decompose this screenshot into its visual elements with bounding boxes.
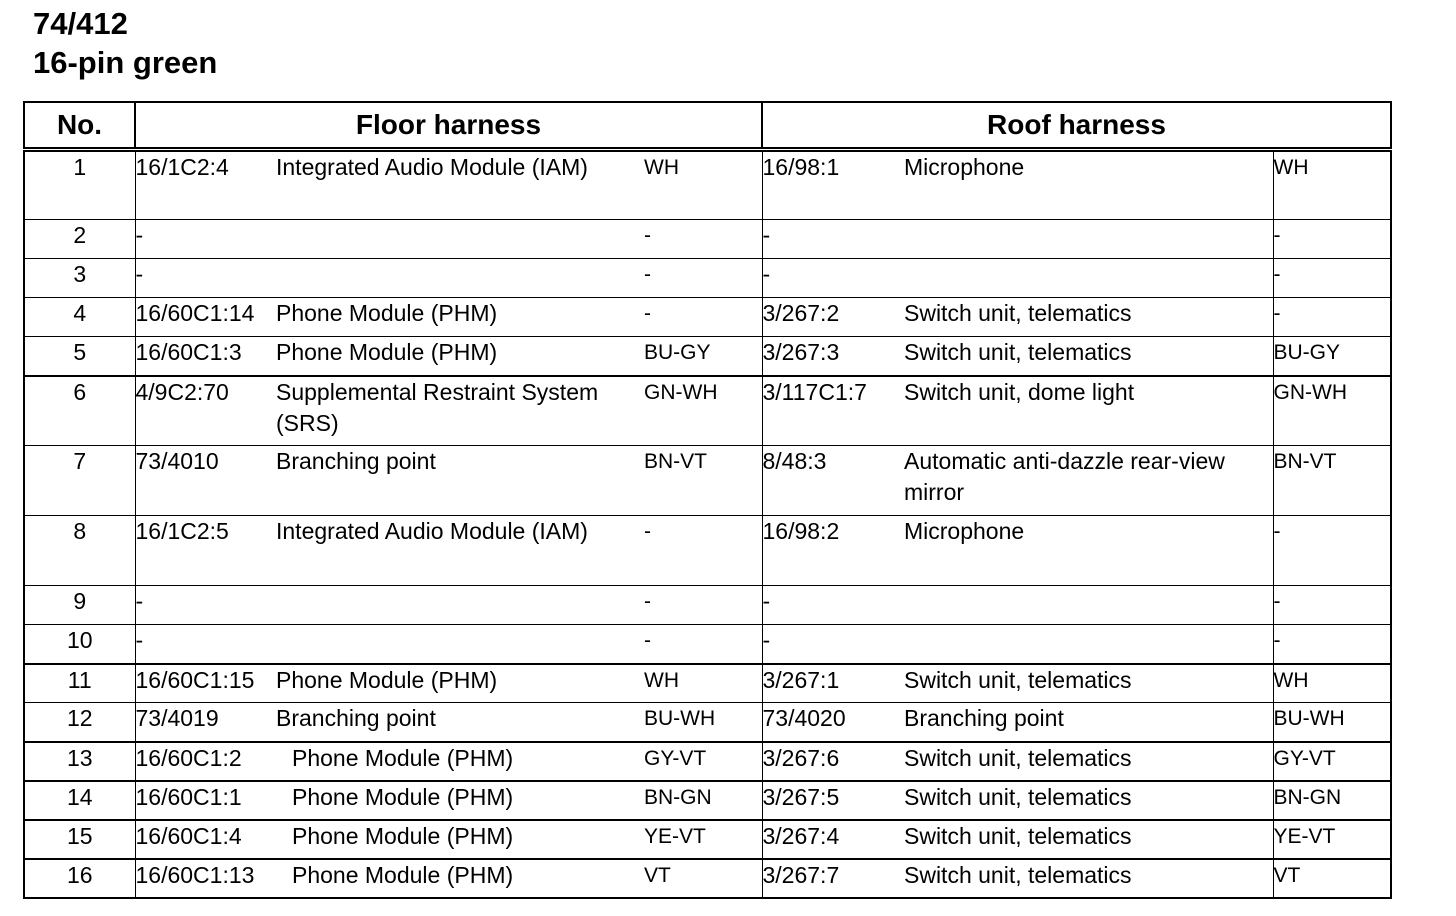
floor-wire-color: GY-VT bbox=[644, 742, 762, 781]
floor-connector-code: - bbox=[135, 220, 276, 259]
roof-component: Switch unit, telematics bbox=[904, 664, 1273, 703]
table-row bbox=[24, 781, 1391, 820]
floor-wire-color: - bbox=[644, 586, 762, 625]
floor-wire-color: BN-GN bbox=[644, 781, 762, 820]
table-row bbox=[24, 703, 1391, 742]
roof-connector-code: 3/267:2 bbox=[762, 298, 904, 337]
connector-description: 16-pin green bbox=[33, 45, 218, 80]
roof-component: Switch unit, telematics bbox=[904, 337, 1273, 376]
pin-number: 2 bbox=[24, 220, 135, 259]
roof-component: Switch unit, telematics bbox=[904, 820, 1273, 859]
table-row bbox=[24, 516, 1391, 586]
table-row bbox=[24, 586, 1391, 625]
pin-number: 16 bbox=[24, 859, 135, 898]
table-row bbox=[24, 220, 1391, 259]
roof-wire-color: BU-GY bbox=[1273, 337, 1391, 376]
floor-wire-color: - bbox=[644, 259, 762, 298]
roof-component: Microphone bbox=[904, 150, 1273, 220]
floor-component: Supplemental Restraint System (SRS) bbox=[276, 376, 644, 446]
roof-component: Switch unit, dome light bbox=[904, 376, 1273, 446]
roof-wire-color: VT bbox=[1273, 859, 1391, 898]
floor-connector-code: 4/9C2:70 bbox=[135, 376, 276, 446]
floor-wire-color: BU-GY bbox=[644, 337, 762, 376]
floor-wire-color: VT bbox=[644, 859, 762, 898]
floor-wire-color: WH bbox=[644, 664, 762, 703]
pin-number: 8 bbox=[24, 516, 135, 586]
roof-wire-color: GY-VT bbox=[1273, 742, 1391, 781]
floor-connector-code: 73/4019 bbox=[135, 703, 276, 742]
floor-component: Phone Module (PHM) bbox=[276, 664, 644, 703]
pin-number: 13 bbox=[24, 742, 135, 781]
pin-number: 14 bbox=[24, 781, 135, 820]
floor-component: Branching point bbox=[276, 446, 644, 516]
floor-component: Integrated Audio Module (IAM) bbox=[276, 150, 644, 220]
roof-component: Switch unit, telematics bbox=[904, 781, 1273, 820]
floor-wire-color: - bbox=[644, 516, 762, 586]
roof-connector-code: 3/267:6 bbox=[762, 742, 904, 781]
floor-connector-code: 16/60C1:4 bbox=[135, 820, 276, 859]
floor-connector-code: 16/60C1:2 bbox=[135, 742, 276, 781]
floor-wire-color: WH bbox=[644, 150, 762, 220]
roof-wire-color: GN-WH bbox=[1273, 376, 1391, 446]
roof-wire-color: - bbox=[1273, 586, 1391, 625]
floor-connector-code: 16/60C1:1 bbox=[135, 781, 276, 820]
roof-wire-color: - bbox=[1273, 220, 1391, 259]
floor-wire-color: GN-WH bbox=[644, 376, 762, 446]
table-row bbox=[24, 742, 1391, 781]
floor-component bbox=[276, 586, 644, 625]
roof-wire-color: - bbox=[1273, 298, 1391, 337]
floor-wire-color: BN-VT bbox=[644, 446, 762, 516]
floor-component: Phone Module (PHM) bbox=[276, 298, 644, 337]
floor-component: Phone Module (PHM) bbox=[276, 820, 644, 859]
roof-wire-color: BU-WH bbox=[1273, 703, 1391, 742]
header-floor-harness: Floor harness bbox=[135, 102, 762, 150]
roof-component bbox=[904, 625, 1273, 664]
floor-component: Integrated Audio Module (IAM) bbox=[276, 516, 644, 586]
pin-number: 15 bbox=[24, 820, 135, 859]
floor-component bbox=[276, 220, 644, 259]
roof-connector-code: 3/267:7 bbox=[762, 859, 904, 898]
roof-connector-code: 3/267:5 bbox=[762, 781, 904, 820]
floor-component bbox=[276, 625, 644, 664]
floor-component: Phone Module (PHM) bbox=[276, 859, 644, 898]
pin-number: 10 bbox=[24, 625, 135, 664]
roof-connector-code: 16/98:1 bbox=[762, 150, 904, 220]
floor-connector-code: - bbox=[135, 259, 276, 298]
table-row bbox=[24, 337, 1391, 376]
header-roof-harness: Roof harness bbox=[762, 102, 1391, 150]
roof-component: Switch unit, telematics bbox=[904, 859, 1273, 898]
table-row bbox=[24, 820, 1391, 859]
roof-connector-code: 3/267:3 bbox=[762, 337, 904, 376]
header-row bbox=[24, 102, 1391, 150]
roof-component: Automatic anti-dazzle rear-view mirror bbox=[904, 446, 1273, 516]
floor-connector-code: 16/60C1:3 bbox=[135, 337, 276, 376]
roof-component bbox=[904, 220, 1273, 259]
roof-connector-code: 3/117C1:7 bbox=[762, 376, 904, 446]
table-row bbox=[24, 259, 1391, 298]
roof-wire-color: - bbox=[1273, 259, 1391, 298]
roof-connector-code: - bbox=[762, 586, 904, 625]
floor-component bbox=[276, 259, 644, 298]
roof-connector-code: - bbox=[762, 625, 904, 664]
roof-component: Microphone bbox=[904, 516, 1273, 586]
roof-connector-code: 8/48:3 bbox=[762, 446, 904, 516]
pin-number: 7 bbox=[24, 446, 135, 516]
pinout-table bbox=[23, 101, 1392, 899]
floor-wire-color: BU-WH bbox=[644, 703, 762, 742]
pinout-body bbox=[24, 150, 1391, 898]
pin-number: 11 bbox=[24, 664, 135, 703]
roof-wire-color: - bbox=[1273, 516, 1391, 586]
pin-number: 4 bbox=[24, 298, 135, 337]
roof-component: Switch unit, telematics bbox=[904, 298, 1273, 337]
roof-wire-color: BN-GN bbox=[1273, 781, 1391, 820]
roof-wire-color: YE-VT bbox=[1273, 820, 1391, 859]
roof-connector-code: 16/98:2 bbox=[762, 516, 904, 586]
floor-component: Phone Module (PHM) bbox=[276, 781, 644, 820]
pin-number: 9 bbox=[24, 586, 135, 625]
roof-component: Branching point bbox=[904, 703, 1273, 742]
floor-connector-code: - bbox=[135, 586, 276, 625]
pin-number: 6 bbox=[24, 376, 135, 446]
floor-wire-color: - bbox=[644, 298, 762, 337]
floor-connector-code: 16/60C1:15 bbox=[135, 664, 276, 703]
pin-number: 3 bbox=[24, 259, 135, 298]
table-row bbox=[24, 625, 1391, 664]
pin-number: 5 bbox=[24, 337, 135, 376]
floor-component: Phone Module (PHM) bbox=[276, 742, 644, 781]
pin-number: 1 bbox=[24, 150, 135, 220]
roof-connector-code: 3/267:1 bbox=[762, 664, 904, 703]
roof-wire-color: - bbox=[1273, 625, 1391, 664]
table-row bbox=[24, 150, 1391, 220]
table-row bbox=[24, 298, 1391, 337]
roof-component bbox=[904, 586, 1273, 625]
floor-connector-code: 16/60C1:13 bbox=[135, 859, 276, 898]
connector-id: 74/412 bbox=[33, 6, 128, 41]
floor-wire-color: YE-VT bbox=[644, 820, 762, 859]
roof-component: Switch unit, telematics bbox=[904, 742, 1273, 781]
roof-connector-code: - bbox=[762, 259, 904, 298]
table-row bbox=[24, 376, 1391, 446]
table-row bbox=[24, 664, 1391, 703]
roof-connector-code: - bbox=[762, 220, 904, 259]
floor-connector-code: 16/1C2:4 bbox=[135, 150, 276, 220]
table-row bbox=[24, 446, 1391, 516]
roof-wire-color: WH bbox=[1273, 150, 1391, 220]
floor-wire-color: - bbox=[644, 220, 762, 259]
floor-connector-code: 73/4010 bbox=[135, 446, 276, 516]
pin-number: 12 bbox=[24, 703, 135, 742]
roof-wire-color: BN-VT bbox=[1273, 446, 1391, 516]
roof-wire-color: WH bbox=[1273, 664, 1391, 703]
floor-wire-color: - bbox=[644, 625, 762, 664]
floor-connector-code: 16/1C2:5 bbox=[135, 516, 276, 586]
floor-connector-code: 16/60C1:14 bbox=[135, 298, 276, 337]
roof-component bbox=[904, 259, 1273, 298]
floor-connector-code: - bbox=[135, 625, 276, 664]
roof-connector-code: 3/267:4 bbox=[762, 820, 904, 859]
roof-connector-code: 73/4020 bbox=[762, 703, 904, 742]
header-no: No. bbox=[24, 102, 135, 150]
table-row bbox=[24, 859, 1391, 898]
floor-component: Phone Module (PHM) bbox=[276, 337, 644, 376]
floor-component: Branching point bbox=[276, 703, 644, 742]
